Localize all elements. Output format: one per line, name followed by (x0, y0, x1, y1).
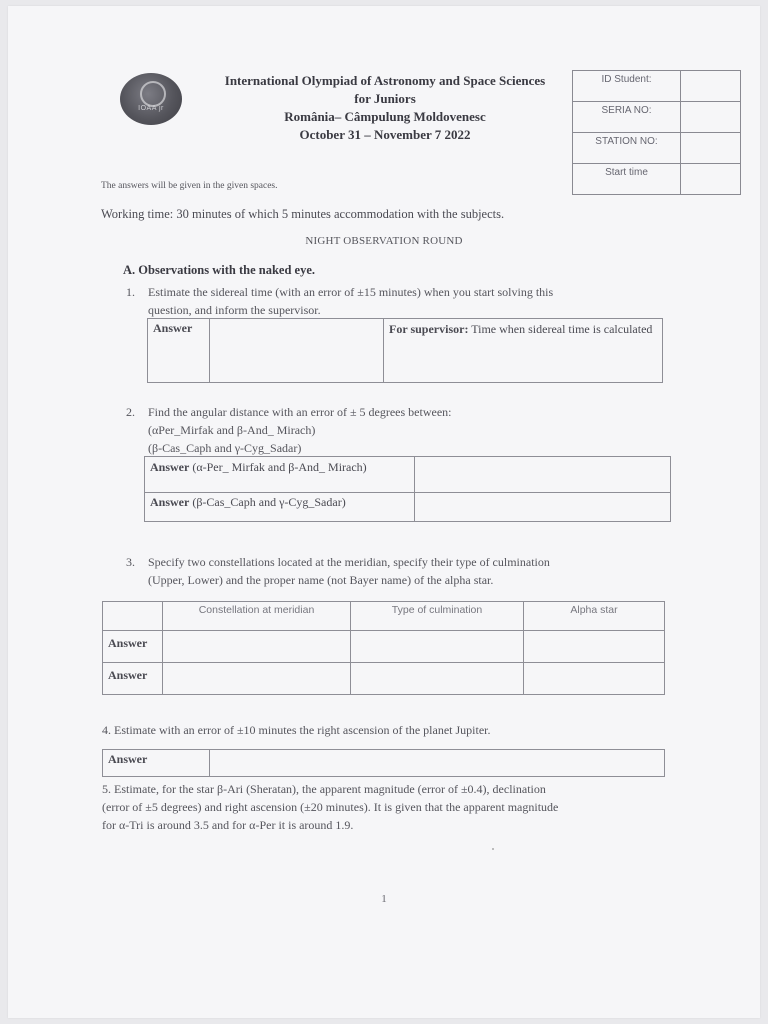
q3-corner-cell (103, 602, 163, 631)
q3-row-2-constellation-field[interactable] (163, 663, 351, 695)
paper-speck (492, 848, 494, 850)
start-time-field[interactable] (681, 164, 741, 195)
round-title: NIGHT OBSERVATION ROUND (305, 235, 463, 247)
q2-row-2-field[interactable] (415, 493, 671, 522)
q3-answer-table (102, 601, 665, 695)
q3-line-2: (Upper, Lower) and the proper name (not Bayer name) of the alpha star. (148, 573, 494, 587)
q4-answer-field[interactable] (210, 750, 665, 777)
id-student-field[interactable] (681, 71, 741, 102)
exam-header (195, 72, 575, 144)
id-student-label: ID Student: (573, 71, 681, 102)
section-a-heading: A. Observations with the naked eye. (123, 263, 316, 277)
question-4: 4. Estimate with an error of ±10 minutes the right ascension of the planet Jupiter. (102, 723, 491, 737)
q1-answer-field[interactable] (210, 319, 384, 383)
q3-row-1-alpha-star-field[interactable] (524, 631, 665, 663)
question-2 (126, 403, 451, 457)
q3-row-2-alpha-star-field[interactable] (524, 663, 665, 695)
q3-header-constellation: Constellation at meridian (163, 602, 351, 631)
q2-answer-table (144, 456, 671, 522)
q2-row-1-label (145, 457, 415, 493)
q1-answer-label: Answer (148, 319, 210, 383)
station-no-label: STATION NO: (573, 133, 681, 164)
q1-supervisor-bold: For supervisor: (389, 322, 469, 336)
question-3 (126, 553, 550, 589)
q1-line-1: Estimate the sidereal time (with an error of ±15 minutes) when you start solving this (148, 285, 554, 299)
q2-number: 2. (126, 405, 135, 419)
q2-line-3: (β-Cas_Caph and γ-Cyg_Sadar) (148, 441, 302, 455)
question-1 (126, 283, 553, 319)
student-id-box (572, 70, 741, 195)
working-time: Working time: 30 minutes of which 5 minutes accommodation with the subjects. (101, 207, 505, 221)
q2-line-2: (αPer_Mirfak and β-And_ Mirach) (148, 423, 316, 437)
q1-number: 1. (126, 285, 135, 299)
header-line-3: România– Câmpulung Moldovenesc (284, 109, 486, 124)
q1-supervisor-text: Time when sidereal time is calculated (468, 322, 653, 336)
logo-text: IOAA jr (138, 105, 164, 112)
q3-row-1-constellation-field[interactable] (163, 631, 351, 663)
q2-row-1-field[interactable] (415, 457, 671, 493)
q4-answer-table (102, 749, 665, 777)
q5-line-2: (error of ±5 degrees) and right ascension (±20 minutes). It is given that the apparent magnitude (102, 800, 559, 814)
q3-header-culmination: Type of culmination (351, 602, 524, 631)
seria-no-label: SERIA NO: (573, 102, 681, 133)
q3-row-1-culmination-field[interactable] (351, 631, 524, 663)
q1-answer-table (147, 318, 663, 383)
header-line-1: International Olympiad of Astronomy and Space Sciences (224, 73, 546, 88)
q3-line-1: Specify two constellations located at the meridian, specify their type of culmination (148, 555, 550, 569)
q2-row-2-label (145, 493, 415, 522)
header-line-2: for Juniors (354, 91, 416, 106)
station-no-field[interactable] (681, 133, 741, 164)
q3-row-1-label: Answer (103, 631, 163, 663)
q4-answer-label: Answer (103, 750, 210, 777)
q1-supervisor-cell (384, 319, 663, 383)
q2-line-1: Find the angular distance with an error of ± 5 degrees between: (148, 405, 452, 419)
q5-line-3: for α-Tri is around 3.5 and for α-Per it is around 1.9. (102, 818, 354, 832)
q3-header-alpha-star: Alpha star (524, 602, 665, 631)
logo-ring-icon (140, 81, 166, 107)
olympiad-logo (120, 73, 182, 125)
start-time-label: Start time (573, 164, 681, 195)
page-number: 1 (381, 893, 387, 905)
q3-row-2-culmination-field[interactable] (351, 663, 524, 695)
q3-row-2-label: Answer (103, 663, 163, 695)
q5-line-1: 5. Estimate, for the star β-Ari (Sheratan), the apparent magnitude (error of ±0.4), declination (102, 782, 546, 796)
header-line-4: October 31 – November 7 2022 (299, 127, 471, 142)
seria-no-field[interactable] (681, 102, 741, 133)
q2-row-1-bold: Answer (150, 460, 190, 474)
question-5 (102, 780, 558, 834)
q1-line-2: question, and inform the supervisor. (148, 303, 321, 317)
q3-number: 3. (126, 555, 135, 569)
q2-row-1-text: (α-Per_ Mirfak and β-And_ Mirach) (189, 460, 367, 474)
q2-row-2-bold: Answer (150, 495, 190, 509)
answers-note: The answers will be given in the given spaces. (101, 181, 278, 191)
q2-row-2-text: (β-Cas_Caph and γ-Cyg_Sadar) (189, 495, 346, 509)
